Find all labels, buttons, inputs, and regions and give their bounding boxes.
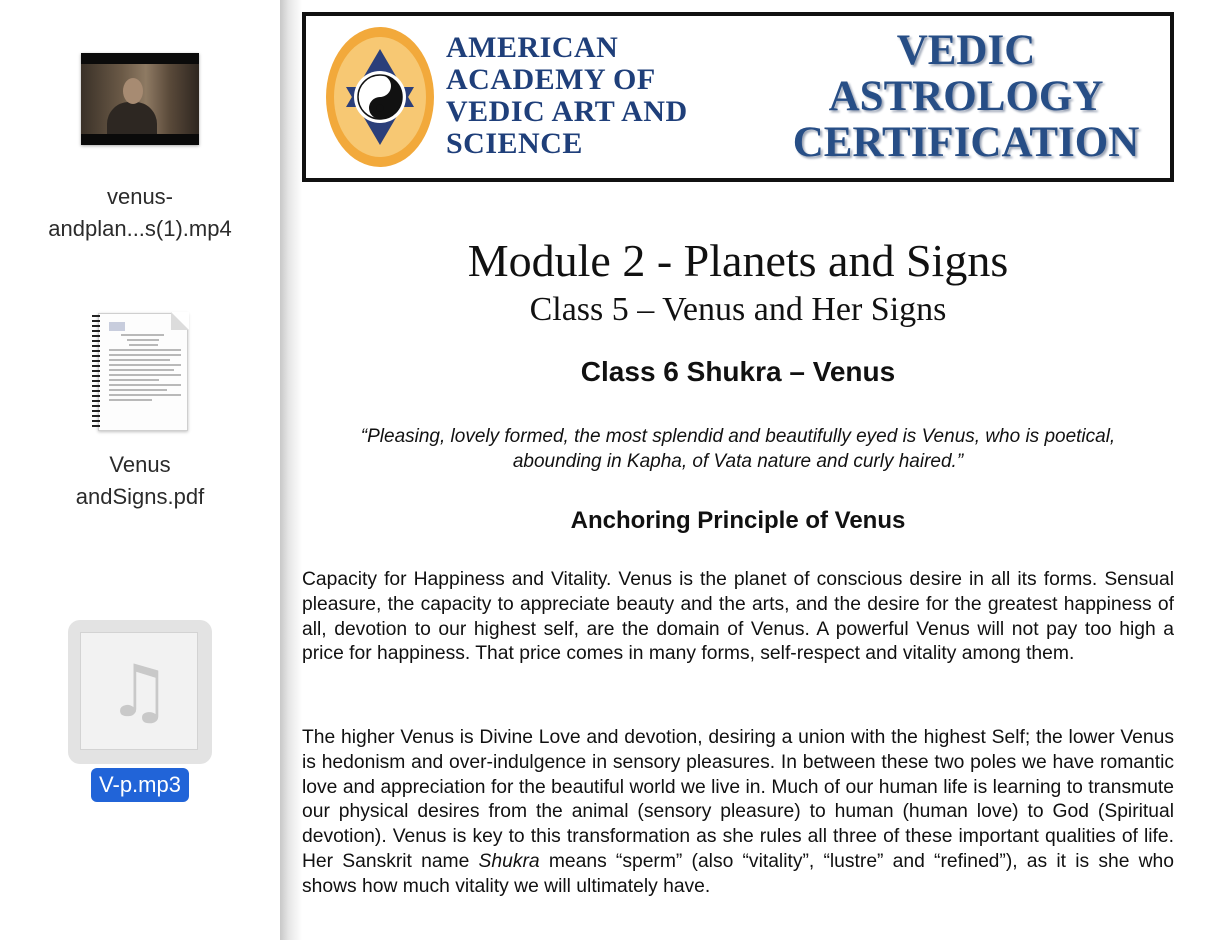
music-note-icon: ♫ bbox=[106, 649, 172, 733]
yin-yang-lotus-logo-icon bbox=[324, 24, 436, 170]
body-paragraph-1: Capacity for Happiness and Vitality. Venus is the planet of conscious desire in all its forms. Sensual pleasure, the capacity to appreciate beauty and the arts, and the desire for the greatest happiness of all, devotion to our highest self, are the domain of Venus. A powerful Venus will not pay too high a price for happiness. That price comes in many forms, self-respect and vitality among them. bbox=[302, 569, 1174, 665]
file-name-video[interactable]: venus- andplan...s(1).mp4 bbox=[48, 184, 232, 241]
class-heading: Class 6 Shukra – Venus bbox=[580, 356, 896, 387]
document-viewer[interactable] bbox=[280, 0, 1212, 940]
selection-highlight[interactable] bbox=[68, 620, 212, 764]
body-paragraph-2: The higher Venus is Divine Love and devotion, desiring a union with the highest Self; the lower Venus is hedonism and over-indulgence in sensory pleasures. In between these two poles we have romantic love and appreciation for the beautiful world we live in. Much of our human life is learning to transmute our physical desires from the animal (sensory pleasure) to human (human love) to God (Spiritual devotion). Venus is key to this transformation as she rules all three of these important qualities of life. Her Sanskrit name Shukra means “sperm” (also “vitality”, “lustre” and “refined”), as it is she who shows how much vitality we will ultimately have. bbox=[302, 727, 1174, 897]
file-name-mp3-selected[interactable]: V-p.mp3 bbox=[91, 768, 189, 802]
class-subtitle: Class 5 – Venus and Her Signs bbox=[529, 291, 947, 328]
pdf-document-icon[interactable] bbox=[92, 313, 188, 431]
sanskrit-term: Shukra bbox=[478, 850, 540, 872]
video-thumbnail-icon[interactable] bbox=[81, 53, 199, 145]
viewer-edge-shadow bbox=[280, 0, 302, 940]
finder-sidebar bbox=[0, 0, 280, 940]
academy-name: AMERICAN ACADEMY OF VEDIC ART AND SCIENCE bbox=[446, 31, 688, 160]
file-item-pdf[interactable] bbox=[20, 305, 260, 513]
file-item-video[interactable] bbox=[20, 50, 260, 245]
opening-quote: “Pleasing, lovely formed, the most splendid and beautifully eyed is Venus, who is poetical, abounding in Kapha, of Vata nature and curly haired.” bbox=[360, 426, 1116, 472]
certification-title: VEDIC ASTROLOGY CERTIFICATION bbox=[792, 27, 1140, 166]
section-heading: Anchoring Principle of Venus bbox=[570, 507, 906, 534]
file-item-mp3[interactable] bbox=[20, 620, 260, 802]
header-banner bbox=[302, 12, 1174, 182]
module-title: Module 2 - Planets and Signs bbox=[467, 235, 1009, 286]
file-name-pdf[interactable]: Venus andSigns.pdf bbox=[75, 452, 205, 509]
audio-file-icon[interactable] bbox=[80, 632, 198, 750]
